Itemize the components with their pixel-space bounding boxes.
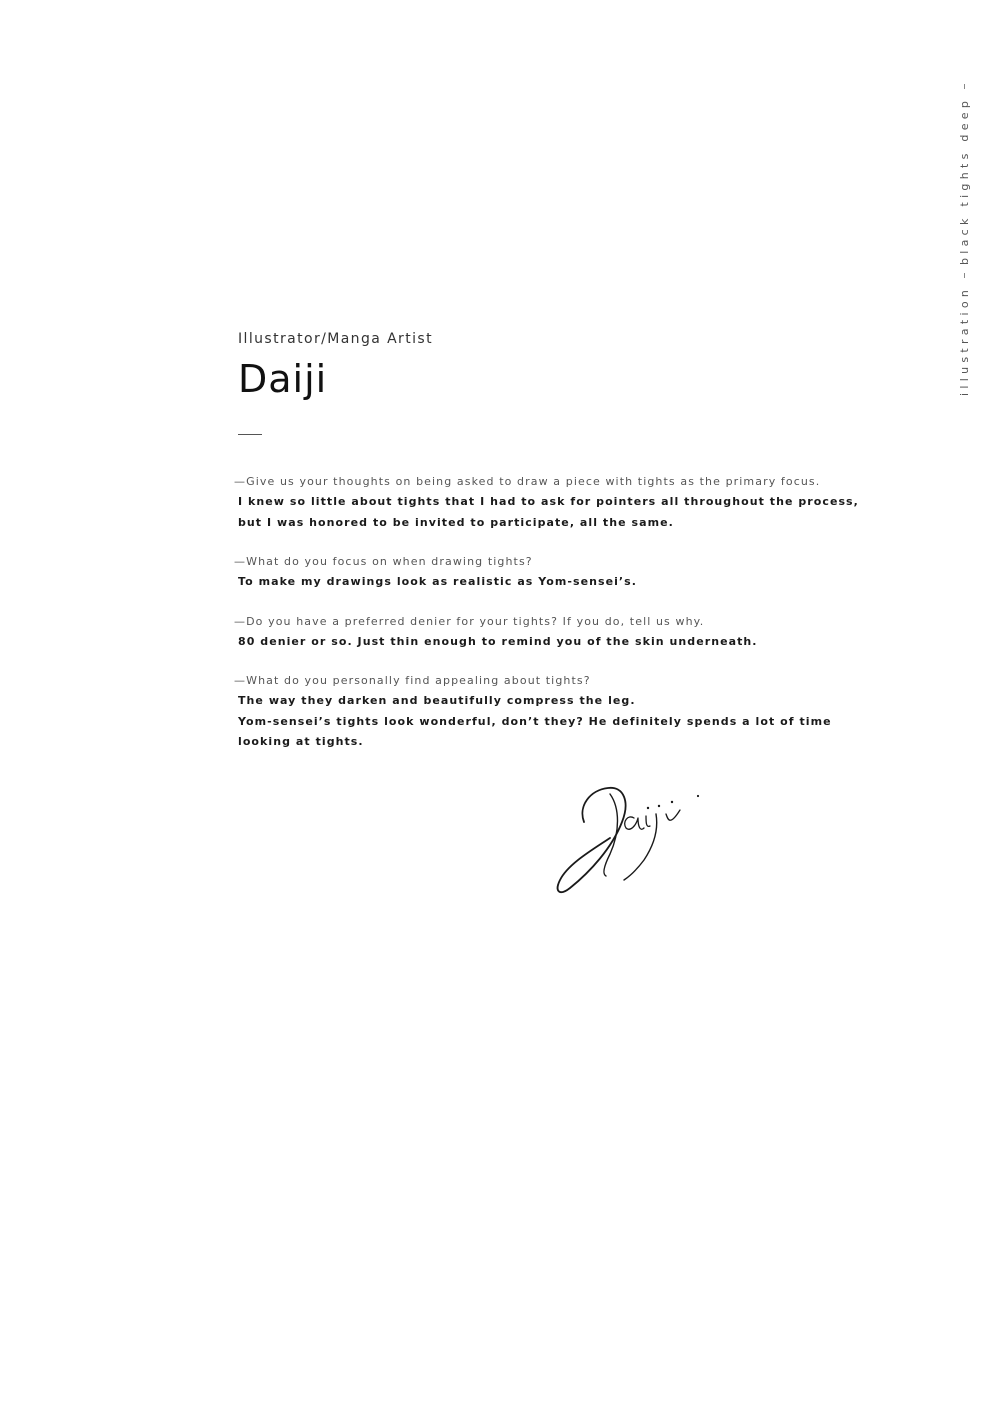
answer-line: looking at tights. — [238, 735, 364, 748]
qa-item — [234, 612, 834, 653]
header-rule — [238, 434, 262, 435]
artist-header — [238, 330, 433, 402]
answer-line: 80 denier or so. Just thin enough to remind you of the skin underneath. — [238, 634, 758, 648]
qa-item — [234, 472, 859, 533]
answer-line: but I was honored to be invited to participate, all the same. — [238, 515, 674, 529]
answer-line: To make my drawings look as realistic as Yom-sensei’s. — [238, 575, 637, 588]
side-tab-section: illustration — [957, 285, 971, 396]
side-tab — [952, 76, 976, 396]
artist-name: Daiji — [238, 357, 328, 401]
qa-item — [234, 552, 834, 593]
side-tab-end-divider — [964, 84, 965, 89]
question: —Give us your thoughts on being asked to draw a piece with tights as the primary focus. — [234, 475, 821, 488]
side-tab-divider — [964, 273, 965, 278]
answer-line: The way they darken and beautifully compress the leg. — [238, 694, 636, 707]
side-tab-text — [952, 76, 976, 396]
interview — [234, 472, 859, 772]
side-tab-title: black tights deep — [957, 96, 971, 266]
question: —Do you have a preferred denier for your tights? If you do, tell us why. — [234, 614, 705, 628]
signature — [548, 780, 708, 900]
question: —What do you personally find appealing about tights? — [234, 674, 591, 687]
answer-line: I knew so little about tights that I had to ask for pointers all throughout the process, — [238, 495, 859, 508]
qa-item — [234, 671, 834, 753]
question: —What do you focus on when drawing tights? — [234, 555, 533, 568]
artist-role: Illustrator/Manga Artist — [238, 331, 433, 347]
answer-line: Yom-sensei’s tights look wonderful, don’t they? He definitely spends a lot of time — [238, 714, 832, 728]
